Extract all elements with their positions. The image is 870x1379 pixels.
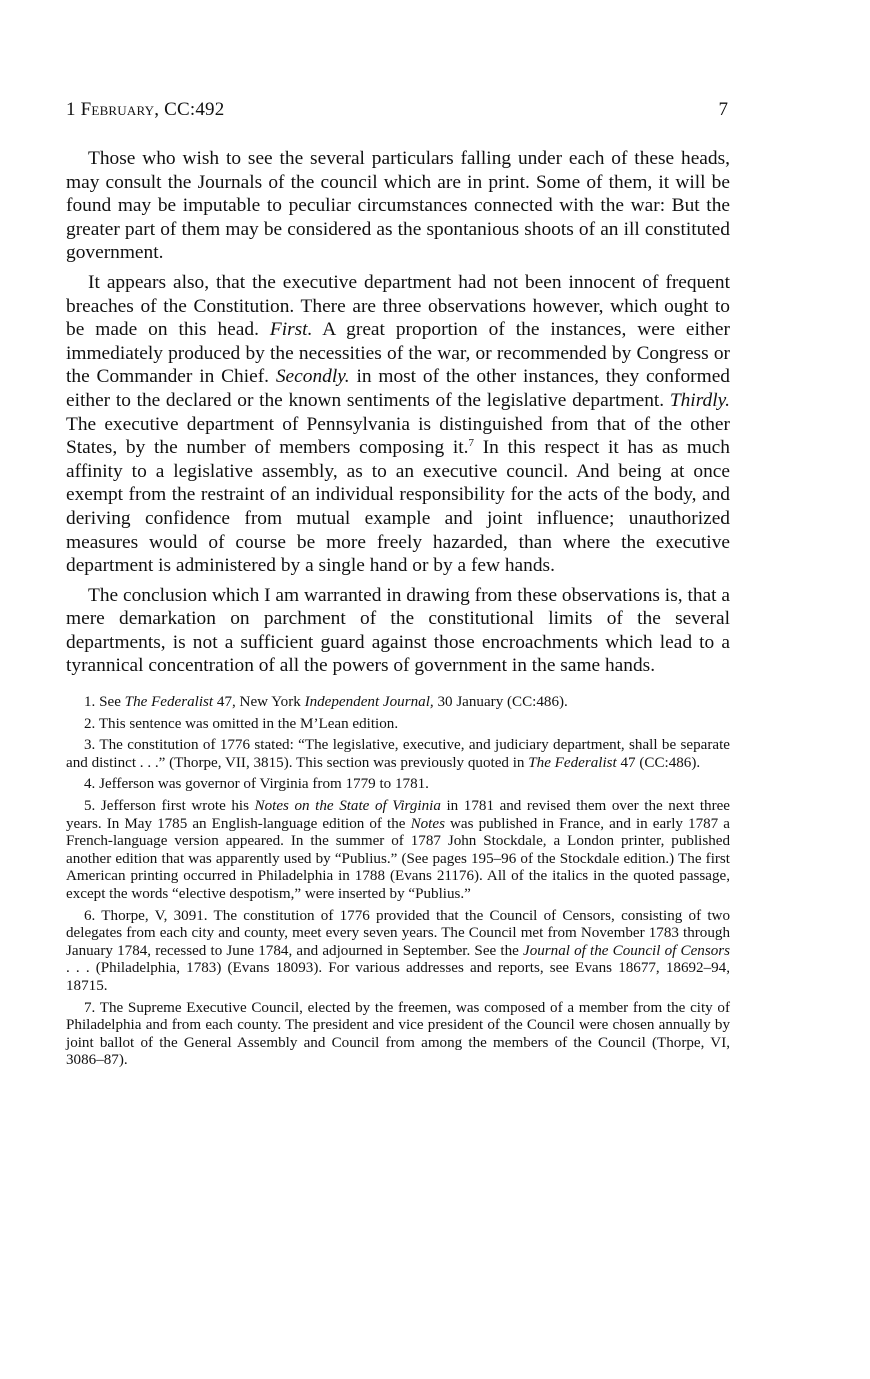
paragraph-2-text-c: in most of the other instances, they conformed either to the declared or the known sentiments of the legislative department.	[66, 366, 730, 411]
running-head	[66, 96, 730, 124]
date-number: 1	[66, 99, 76, 120]
paragraph-2-first: First.	[269, 319, 313, 341]
footnote-3-text-b: 47 (CC:486).	[616, 754, 701, 771]
footnote-5-text-b: in 1781 and revised them over the next three years. In May 1785 an English-language edition of the	[66, 798, 730, 832]
footnote-5	[66, 798, 730, 904]
page-number: 7	[718, 99, 728, 120]
footnote-5-text-a: 5. Jefferson first wrote his	[84, 798, 255, 815]
document-reference: , CC:492	[154, 99, 225, 120]
paragraph-2-text-d: The executive department of Pennsylvania is distinguished from that of the other States, by the number of members composing it.	[66, 413, 730, 459]
footnote-1-text-c: 30 January (CC:486).	[433, 694, 568, 711]
paragraph-3: The conclusion which I am warranted in drawing from these observations is, that a mere demarkation on parchment of the constitutional limits of the several departments, is not a sufficient guard against those encroachments which lead to a tyrannical concentration of all the powers of government in the same hands.	[66, 584, 730, 677]
footnotes	[66, 694, 730, 1070]
paragraph-2-text-a: It appears also, that the executive department had not been innocent of frequent breaches of the Constitution. There are three observations however, which ought to be made on this head.	[66, 271, 730, 341]
footnote-1-text-a: 1. See	[84, 694, 125, 711]
paragraph-1: Those who wish to see the several particulars falling under each of these heads, may consult the Journals of the council which are in print. Some of them, it will be found may be imputable to peculiar circumstances connected with the war: But the greater part of them may be considered as the spontanious shoots of an ill constituted government.	[66, 148, 730, 264]
footnote-3-text-a: 3. The constitution of 1776 stated: “The legislative, executive, and judiciary department, shall be separate and distinct . . .” (Thorpe, VII, 3815). This section was previously quoted in	[66, 737, 730, 771]
footnote-1-federalist: The Federalist	[124, 694, 214, 711]
footnote-4: 4. Jefferson was governor of Virginia from 1779 to 1781.	[84, 776, 429, 793]
paragraph-2-secondly: Secondly.	[275, 366, 350, 388]
footnote-5-text-c: was published in France, and in early 1787 a French-language version appeared. In the summer of 1787 John Stockdale, a London printer, published another edition that was apparently used by “Publius.” (See pages 195–96 of the Stockdale edition.) The first American printing occurred in Philadelphia in 1788 (Evans 21176). All of the italics in the quoted passage, except the words “elective despotism,” were inserted by “Publius.”	[66, 815, 730, 902]
paragraph-2	[66, 271, 730, 578]
footnote-5-notes-title: Notes on the State of Virginia	[254, 798, 441, 815]
footnote-ref-7: 7	[468, 437, 474, 450]
footnote-1	[66, 694, 730, 712]
footnote-6-text-b: . . . (Philadelphia, 1783) (Evans 18093). For various addresses and reports, see Evans 18677, 18692–94, 18715.	[66, 960, 730, 994]
paragraph-2-text-b: A great proportion of the instances, were either immediately produced by the necessities of the war, or recommended by Congress or the Commander in Chief.	[66, 319, 730, 388]
month: February	[80, 99, 155, 120]
main-text	[66, 147, 730, 678]
footnote-6-journal: Journal of the Council of Censors	[523, 942, 730, 959]
footnote-6	[66, 908, 730, 996]
footnote-2: 2. This sentence was omitted in the M’Lean edition.	[84, 715, 399, 732]
footnote-1-text-b: 47, New York	[213, 694, 305, 711]
paragraph-2-thirdly: Thirdly.	[669, 389, 730, 411]
footnote-3-federalist: The Federalist	[528, 754, 617, 771]
paragraph-2-text-e: In this respect it has as much affinity to a legislative assembly, as to an executive council. And being at once exempt from the restraint of an individual responsibility for the acts of the body, and deriving confidence from mutual example and joint influence; unauthorized measures would of course be more freely hazarded, than where the executive department is administered by a single hand or by a few hands.	[66, 437, 730, 577]
footnote-6-text-a: 6. Thorpe, V, 3091. The constitution of 1776 provided that the Council of Censors, consisting of two delegates from each city and county, meet every seven years. The Council met from November 1783 through January 1784, recessed to June 1784, and adjourned in September. See the	[66, 907, 730, 959]
footnote-3	[66, 737, 730, 772]
running-head-left	[66, 96, 224, 124]
footnote-7: 7. The Supreme Executive Council, elected by the freemen, was composed of a member from the city of Philadelphia and from each county. The president and vice president of the Council were chosen annually by joint ballot of the General Assembly and Council from among the members of the Council (Thorpe, VI, 3086–87).	[66, 999, 730, 1069]
document-page	[66, 96, 730, 1074]
footnote-1-journal: Independent Journal,	[304, 694, 434, 711]
footnote-5-notes: Notes	[410, 815, 445, 832]
